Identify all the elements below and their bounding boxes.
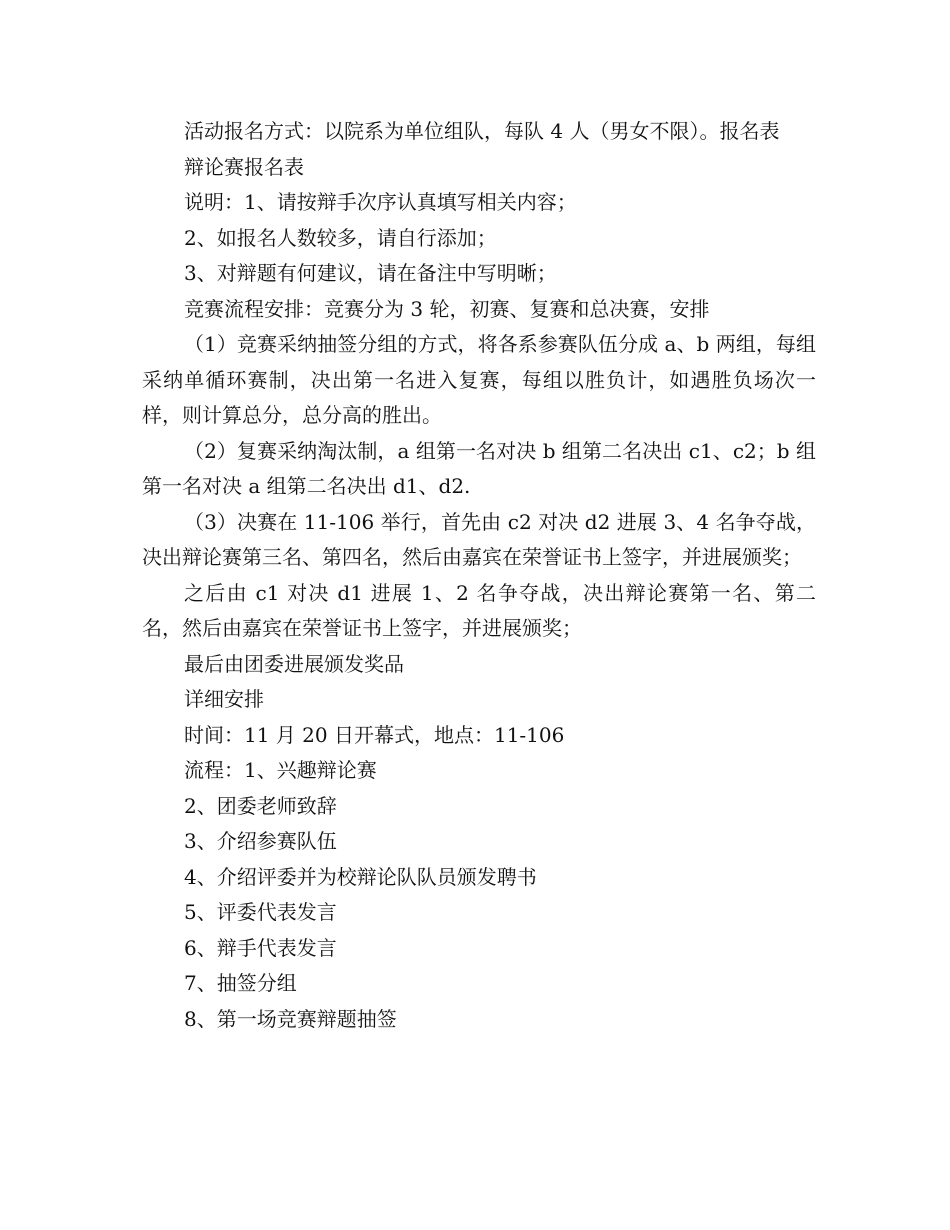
document-body	[142, 114, 816, 1037]
paragraph-process-5: 5、评委代表发言	[184, 900, 337, 924]
paragraph-detailed-schedule: 详细安排	[184, 687, 264, 711]
paragraph-prize-award: 最后由团委进展颁发奖品	[184, 651, 404, 676]
paragraph-process-6: 6、辩手代表发言	[184, 935, 337, 960]
paragraph-process-1: 流程：1、兴趣辩论赛	[184, 758, 377, 782]
paragraph-registration-method: 活动报名方式：以院系为单位组队，每队 4 人（男女不限）。报名表	[184, 119, 780, 143]
paragraph-competition-flow: 竞赛流程安排：竞赛分为 3 轮，初赛、复赛和总决赛，安排	[184, 296, 710, 321]
paragraph-process-3: 3、介绍参赛队伍	[184, 829, 337, 853]
paragraph-round-2: （2）复赛采纳淘汰制，a 组第一名对决 b 组第二名决出 c1、c2；b 组第一名对决 a 组第二名决出 d1、d2.	[142, 438, 816, 498]
paragraph-note-1: 说明：1、请按辩手次序认真填写相关内容；	[184, 190, 577, 214]
paragraph-process-8: 8、第一场竞赛辩题抽签	[184, 1006, 397, 1031]
paragraph-note-2: 2、如报名人数较多，请自行添加；	[184, 225, 497, 250]
paragraph-process-4: 4、介绍评委并为校辩论队队员颁发聘书	[184, 864, 537, 889]
paragraph-process-2: 2、团委老师致辞	[184, 793, 337, 818]
paragraph-round-3: （3）决赛在 11-106 举行，首先由 c2 对决 d2 进展 3、4 名争夺战，决出辩论赛第三名、第四名，然后由嘉宾在荣誉证书上签字，并进展颁奖；	[142, 509, 816, 569]
paragraph-time-location: 时间：11 月 20 日开幕式，地点：11-106	[184, 722, 565, 747]
paragraph-process-7: 7、抽签分组	[184, 971, 297, 995]
paragraph-round-1: （1）竞赛采纳抽签分组的方式，将各系参赛队伍分成 a、b 两组，每组采纳单循环赛制，决出第一名进入复赛，每组以胜负计，如遇胜负场次一样，则计算总分，总分高的胜出。	[142, 332, 816, 427]
paragraph-final-match: 之后由 c1 对决 d1 进展 1、2 名争夺战，决出辩论赛第一名、第二名，然后由嘉宾在荣誉证书上签字，并进展颁奖；	[142, 580, 816, 640]
paragraph-note-3: 3、对辩题有何建议，请在备注中写明晰；	[184, 261, 557, 285]
paragraph-registration-form-title: 辩论赛报名表	[184, 154, 304, 179]
